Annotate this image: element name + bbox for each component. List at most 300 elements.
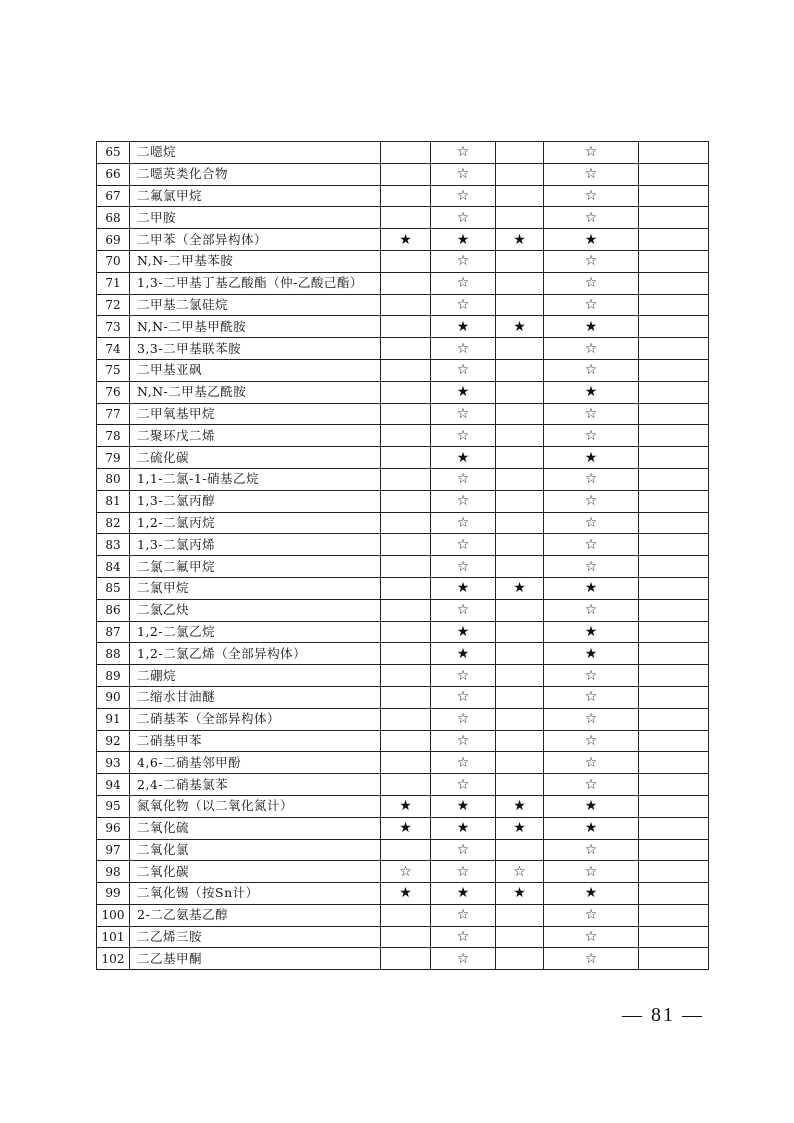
substance-name: 4,6-二硝基邻甲酚 [130,752,381,774]
mark-cell-3 [496,185,544,207]
mark-cell-5 [639,665,709,687]
mark-cell-1 [381,839,431,861]
mark-cell-2: ☆ [431,272,496,294]
mark-cell-2: ☆ [431,534,496,556]
substance-name: 二氯乙炔 [130,599,381,621]
substance-name: 氮氧化物（以二氧化氮计） [130,795,381,817]
mark-cell-4: ☆ [544,272,639,294]
mark-cell-5 [639,468,709,490]
mark-cell-5 [639,730,709,752]
mark-cell-5 [639,883,709,905]
mark-cell-2: ☆ [431,207,496,229]
substance-name: 1,3-二氯丙烯 [130,534,381,556]
mark-cell-1 [381,774,431,796]
mark-cell-1 [381,686,431,708]
mark-cell-1 [381,926,431,948]
row-number: 81 [97,490,130,512]
mark-cell-1 [381,599,431,621]
mark-cell-2: ☆ [431,948,496,970]
substance-name: 二甲基二氯硅烷 [130,294,381,316]
substance-name: 3,3-二甲基联苯胺 [130,338,381,360]
mark-cell-2: ★ [431,795,496,817]
mark-cell-2: ★ [431,577,496,599]
row-number: 99 [97,883,130,905]
table-row [97,163,709,185]
table-row [97,621,709,643]
row-number: 93 [97,752,130,774]
mark-cell-1 [381,142,431,164]
mark-cell-3 [496,599,544,621]
mark-cell-5 [639,817,709,839]
mark-cell-1 [381,294,431,316]
mark-cell-5 [639,599,709,621]
mark-cell-3 [496,643,544,665]
mark-cell-2: ☆ [431,926,496,948]
substance-name: 1,2-二氯乙烯（全部异构体） [130,643,381,665]
mark-cell-2: ☆ [431,490,496,512]
mark-cell-3 [496,163,544,185]
substance-name: 二甲胺 [130,207,381,229]
substance-name: 二硫化碳 [130,447,381,469]
mark-cell-4: ★ [544,447,639,469]
mark-cell-1 [381,665,431,687]
mark-cell-2: ★ [431,643,496,665]
row-number: 97 [97,839,130,861]
table-row [97,490,709,512]
mark-cell-3 [496,904,544,926]
table-row [97,665,709,687]
mark-cell-4: ☆ [544,468,639,490]
mark-cell-4: ☆ [544,926,639,948]
mark-cell-4: ☆ [544,904,639,926]
table-row [97,447,709,469]
table-row [97,425,709,447]
row-number: 90 [97,686,130,708]
row-number: 77 [97,403,130,425]
mark-cell-4: ☆ [544,338,639,360]
mark-cell-1 [381,403,431,425]
row-number: 89 [97,665,130,687]
mark-cell-3 [496,730,544,752]
mark-cell-4: ☆ [544,403,639,425]
mark-cell-2: ☆ [431,403,496,425]
mark-cell-4: ☆ [544,163,639,185]
row-number: 80 [97,468,130,490]
mark-cell-2: ☆ [431,185,496,207]
mark-cell-3: ★ [496,316,544,338]
mark-cell-3: ★ [496,883,544,905]
mark-cell-3 [496,948,544,970]
mark-cell-2: ★ [431,229,496,251]
row-number: 67 [97,185,130,207]
mark-cell-3 [496,447,544,469]
mark-cell-5 [639,403,709,425]
row-number: 66 [97,163,130,185]
substance-name: N,N-二甲基甲酰胺 [130,316,381,338]
mark-cell-3 [496,686,544,708]
mark-cell-5 [639,926,709,948]
substance-table [96,141,709,970]
mark-cell-1 [381,447,431,469]
table-row [97,926,709,948]
substance-name: 二氟氯甲烷 [130,185,381,207]
mark-cell-1 [381,338,431,360]
mark-cell-2: ☆ [431,686,496,708]
mark-cell-4: ★ [544,577,639,599]
mark-cell-2: ★ [431,817,496,839]
row-number: 91 [97,708,130,730]
table-row [97,359,709,381]
table-row [97,708,709,730]
table-row [97,294,709,316]
table-row [97,316,709,338]
substance-name: 二甲苯（全部异构体） [130,229,381,251]
mark-cell-4: ☆ [544,556,639,578]
table-row [97,817,709,839]
mark-cell-2: ☆ [431,468,496,490]
table-row [97,948,709,970]
mark-cell-2: ☆ [431,512,496,534]
mark-cell-2: ☆ [431,556,496,578]
mark-cell-1: ☆ [381,861,431,883]
mark-cell-3 [496,534,544,556]
row-number: 95 [97,795,130,817]
substance-name: 2-二乙氨基乙醇 [130,904,381,926]
mark-cell-5 [639,338,709,360]
mark-cell-4: ☆ [544,142,639,164]
mark-cell-2: ☆ [431,708,496,730]
row-number: 75 [97,359,130,381]
mark-cell-5 [639,185,709,207]
mark-cell-1 [381,359,431,381]
substance-name: 二甲氧基甲烷 [130,403,381,425]
mark-cell-3 [496,359,544,381]
substance-name: 1,3-二甲基丁基乙酸酯（仲-乙酸己酯） [130,272,381,294]
mark-cell-5 [639,359,709,381]
substance-name: N,N-二甲基乙酰胺 [130,381,381,403]
mark-cell-3 [496,926,544,948]
mark-cell-1 [381,948,431,970]
substance-name: 二氧化碳 [130,861,381,883]
mark-cell-2: ★ [431,447,496,469]
mark-cell-5 [639,250,709,272]
mark-cell-4: ☆ [544,686,639,708]
table-row [97,577,709,599]
mark-cell-5 [639,490,709,512]
row-number: 69 [97,229,130,251]
substance-name: 二乙烯三胺 [130,926,381,948]
mark-cell-5 [639,425,709,447]
mark-cell-1 [381,621,431,643]
row-number: 71 [97,272,130,294]
substance-name: 二氧化氯 [130,839,381,861]
mark-cell-1 [381,512,431,534]
mark-cell-1: ★ [381,795,431,817]
mark-cell-4: ☆ [544,774,639,796]
mark-cell-2: ☆ [431,142,496,164]
mark-cell-1 [381,207,431,229]
mark-cell-1 [381,163,431,185]
row-number: 72 [97,294,130,316]
mark-cell-2: ★ [431,316,496,338]
row-number: 74 [97,338,130,360]
mark-cell-3 [496,621,544,643]
mark-cell-3 [496,839,544,861]
mark-cell-5 [639,904,709,926]
mark-cell-4: ☆ [544,861,639,883]
mark-cell-3 [496,207,544,229]
mark-cell-1 [381,250,431,272]
table-row [97,752,709,774]
table-row [97,839,709,861]
row-number: 76 [97,381,130,403]
mark-cell-1 [381,316,431,338]
mark-cell-1 [381,577,431,599]
mark-cell-3 [496,468,544,490]
table-row [97,207,709,229]
table-row [97,599,709,621]
mark-cell-4: ★ [544,817,639,839]
mark-cell-3 [496,272,544,294]
mark-cell-1 [381,708,431,730]
table-row [97,468,709,490]
row-number: 94 [97,774,130,796]
mark-cell-5 [639,447,709,469]
mark-cell-4: ☆ [544,512,639,534]
table-row [97,229,709,251]
substance-name: 二氯甲烷 [130,577,381,599]
row-number: 100 [97,904,130,926]
mark-cell-1: ★ [381,817,431,839]
mark-cell-5 [639,381,709,403]
mark-cell-1 [381,185,431,207]
row-number: 102 [97,948,130,970]
mark-cell-4: ☆ [544,250,639,272]
mark-cell-1 [381,904,431,926]
mark-cell-5 [639,316,709,338]
mark-cell-5 [639,294,709,316]
mark-cell-5 [639,272,709,294]
mark-cell-4: ☆ [544,294,639,316]
table-row [97,686,709,708]
table-row [97,556,709,578]
mark-cell-2: ☆ [431,752,496,774]
mark-cell-3: ★ [496,577,544,599]
table-row [97,272,709,294]
mark-cell-5 [639,708,709,730]
mark-cell-2: ☆ [431,774,496,796]
row-number: 82 [97,512,130,534]
mark-cell-3: ★ [496,817,544,839]
mark-cell-5 [639,534,709,556]
substance-name: N,N-二甲基苯胺 [130,250,381,272]
mark-cell-4: ☆ [544,599,639,621]
mark-cell-1 [381,425,431,447]
substance-name: 二噁英类化合物 [130,163,381,185]
mark-cell-3 [496,665,544,687]
table-row [97,250,709,272]
mark-cell-2: ☆ [431,294,496,316]
mark-cell-2: ☆ [431,839,496,861]
mark-cell-5 [639,207,709,229]
mark-cell-5 [639,686,709,708]
substance-name: 2,4-二硝基氯苯 [130,774,381,796]
substance-name: 二硝基甲苯 [130,730,381,752]
mark-cell-5 [639,229,709,251]
mark-cell-3 [496,774,544,796]
mark-cell-2: ☆ [431,250,496,272]
table-row [97,643,709,665]
substance-name: 二硝基苯（全部异构体） [130,708,381,730]
mark-cell-4: ☆ [544,752,639,774]
row-number: 101 [97,926,130,948]
mark-cell-4: ★ [544,883,639,905]
substance-name: 二聚环戊二烯 [130,425,381,447]
row-number: 79 [97,447,130,469]
table-row [97,730,709,752]
mark-cell-4: ☆ [544,839,639,861]
mark-cell-3 [496,708,544,730]
mark-cell-4: ☆ [544,425,639,447]
mark-cell-2: ★ [431,381,496,403]
mark-cell-4: ☆ [544,359,639,381]
mark-cell-3 [496,556,544,578]
mark-cell-1 [381,468,431,490]
table-row [97,795,709,817]
mark-cell-4: ☆ [544,534,639,556]
row-number: 84 [97,556,130,578]
mark-cell-4: ★ [544,316,639,338]
mark-cell-4: ☆ [544,730,639,752]
mark-cell-1: ★ [381,229,431,251]
mark-cell-5 [639,948,709,970]
row-number: 73 [97,316,130,338]
table-row [97,512,709,534]
mark-cell-1 [381,490,431,512]
table-row [97,883,709,905]
page-number: — 81 — [622,1004,704,1026]
substance-name: 1,2-二氯丙烷 [130,512,381,534]
mark-cell-1 [381,643,431,665]
substance-name: 二乙基甲酮 [130,948,381,970]
mark-cell-2: ☆ [431,599,496,621]
table-row [97,861,709,883]
mark-cell-5 [639,621,709,643]
table-row [97,904,709,926]
mark-cell-3: ☆ [496,861,544,883]
mark-cell-1 [381,534,431,556]
table-row [97,403,709,425]
substance-name: 1,2-二氯乙烷 [130,621,381,643]
mark-cell-5 [639,512,709,534]
mark-cell-2: ☆ [431,359,496,381]
mark-cell-1 [381,272,431,294]
mark-cell-4: ☆ [544,665,639,687]
mark-cell-2: ☆ [431,861,496,883]
mark-cell-4: ★ [544,621,639,643]
mark-cell-4: ★ [544,643,639,665]
table-row [97,774,709,796]
mark-cell-3 [496,403,544,425]
substance-name: 二氧化硫 [130,817,381,839]
mark-cell-5 [639,142,709,164]
row-number: 92 [97,730,130,752]
table-body [97,142,709,970]
mark-cell-4: ☆ [544,490,639,512]
mark-cell-5 [639,752,709,774]
mark-cell-1 [381,752,431,774]
mark-cell-4: ☆ [544,185,639,207]
row-number: 65 [97,142,130,164]
table-row [97,381,709,403]
substance-name: 二噁烷 [130,142,381,164]
mark-cell-4: ★ [544,381,639,403]
substance-name: 二氧化锡（按Sn计） [130,883,381,905]
table-row [97,185,709,207]
substance-name: 1,1-二氯-1-硝基乙烷 [130,468,381,490]
mark-cell-4: ★ [544,229,639,251]
mark-cell-5 [639,839,709,861]
mark-cell-3 [496,294,544,316]
row-number: 83 [97,534,130,556]
mark-cell-4: ☆ [544,948,639,970]
mark-cell-2: ☆ [431,163,496,185]
table-row [97,142,709,164]
mark-cell-3 [496,142,544,164]
substance-name: 二硼烷 [130,665,381,687]
row-number: 85 [97,577,130,599]
table-row [97,338,709,360]
mark-cell-4: ☆ [544,207,639,229]
mark-cell-5 [639,861,709,883]
mark-cell-5 [639,556,709,578]
row-number: 86 [97,599,130,621]
mark-cell-3 [496,250,544,272]
row-number: 96 [97,817,130,839]
substance-name: 二缩水甘油醚 [130,686,381,708]
mark-cell-3 [496,752,544,774]
mark-cell-3 [496,381,544,403]
substance-name: 二氯二氟甲烷 [130,556,381,578]
mark-cell-3 [496,425,544,447]
mark-cell-5 [639,774,709,796]
mark-cell-3 [496,512,544,534]
row-number: 88 [97,643,130,665]
mark-cell-3 [496,490,544,512]
substance-name: 1,3-二氯丙醇 [130,490,381,512]
row-number: 68 [97,207,130,229]
mark-cell-2: ☆ [431,665,496,687]
mark-cell-1 [381,730,431,752]
mark-cell-2: ★ [431,621,496,643]
mark-cell-2: ★ [431,883,496,905]
mark-cell-1 [381,381,431,403]
mark-cell-2: ☆ [431,425,496,447]
mark-cell-5 [639,163,709,185]
row-number: 98 [97,861,130,883]
mark-cell-1: ★ [381,883,431,905]
mark-cell-5 [639,577,709,599]
mark-cell-4: ☆ [544,708,639,730]
mark-cell-3 [496,338,544,360]
mark-cell-3: ★ [496,229,544,251]
mark-cell-5 [639,795,709,817]
table-row [97,534,709,556]
mark-cell-2: ☆ [431,904,496,926]
mark-cell-4: ★ [544,795,639,817]
mark-cell-2: ☆ [431,338,496,360]
row-number: 78 [97,425,130,447]
